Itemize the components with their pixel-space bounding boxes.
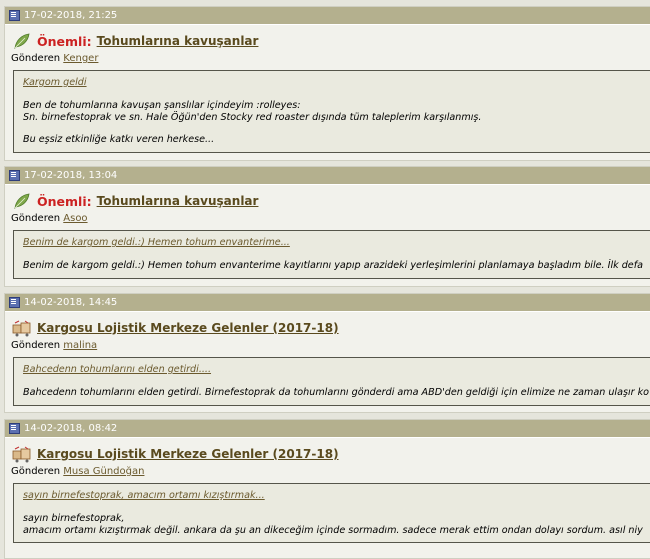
author-link[interactable]: Asoo — [63, 213, 88, 224]
author-link[interactable]: Musa Gündoğan — [63, 466, 145, 477]
post — [4, 293, 650, 413]
post-icon — [9, 423, 20, 434]
post-header — [5, 167, 650, 185]
post-header — [5, 7, 650, 25]
important-prefix: Önemli: — [37, 33, 92, 49]
author-row — [11, 340, 650, 351]
author-prefix: Gönderen — [11, 213, 64, 224]
excerpt-line: Ben de tohumlarına kavuşan şanslılar içindeyim :rolleyes: — [23, 100, 301, 111]
post-date: 17-02-2018, 13:04 — [24, 170, 118, 181]
post-date: 14-02-2018, 14:45 — [24, 297, 118, 308]
author-prefix: Gönderen — [11, 53, 64, 64]
author-link[interactable]: malina — [63, 340, 98, 351]
post-date: 14-02-2018, 08:42 — [24, 423, 118, 434]
excerpt-line: Bu eşsiz etkinliğe katkı veren herkese... — [23, 134, 215, 145]
excerpt-line: amacım ortamı kızıştırmak değil. ankara da şu an dikeceğim içinde sormadım. sadece merak ettim ondan dolayı sordum. asıl niy — [23, 524, 643, 536]
post-title-link[interactable]: sayın birnefestoprak, amacım ortamı kızıştırmak... — [23, 490, 265, 501]
post-excerpt — [13, 483, 650, 543]
excerpt-line: Benim de kargom geldi.:) Hemen tohum envanterime kayıtlarını yapıp arazideki yerleşimlerini planlamaya başladım bile. İlk defa — [23, 260, 643, 271]
post-icon — [9, 297, 20, 308]
leaf-icon — [11, 192, 33, 210]
excerpt-line: Sn. birnefestoprak ve sn. Hale Öğün'den Stocky red roaster dışında tüm taleplerim karşılanmış. — [23, 111, 482, 123]
post-title-link[interactable]: Benim de kargom geldi.:) Hemen tohum envanterime... — [23, 237, 290, 248]
post-title-link[interactable]: Kargom geldi — [23, 77, 87, 88]
author-prefix: Gönderen — [11, 466, 64, 477]
post-icon — [9, 10, 20, 21]
author-link[interactable]: Kenger — [63, 53, 99, 64]
post-excerpt — [13, 357, 650, 406]
post-excerpt — [13, 230, 650, 279]
post — [4, 6, 650, 161]
thread-title-link[interactable]: Kargosu Lojistik Merkeze Gelenler (2017-18) — [37, 447, 339, 461]
important-prefix: Önemli: — [37, 193, 92, 209]
thread-title-link[interactable]: Tohumlarına kavuşanlar — [96, 34, 259, 48]
leaf-icon — [11, 32, 33, 50]
post-icon — [9, 170, 20, 181]
package-icon — [11, 445, 33, 463]
author-prefix: Gönderen — [11, 340, 64, 351]
post — [4, 419, 650, 559]
post-header — [5, 420, 650, 438]
author-row — [11, 466, 650, 477]
post — [4, 166, 650, 287]
post-header — [5, 294, 650, 312]
excerpt-line: sayın birnefestoprak, — [23, 513, 125, 524]
thread-title-link[interactable]: Tohumlarına kavuşanlar — [96, 194, 259, 208]
author-row — [11, 213, 650, 224]
author-row — [11, 53, 650, 64]
excerpt-line: Bahcedenn tohumlarını elden getirdi. Birnefestoprak da tohumlarını gönderdi ama ABD'den geldiği için elimize ne zaman ulaşır ko — [23, 387, 650, 398]
post-excerpt — [13, 70, 650, 153]
package-icon — [11, 319, 33, 337]
thread-title-link[interactable]: Kargosu Lojistik Merkeze Gelenler (2017-18) — [37, 321, 339, 335]
post-date: 17-02-2018, 21:25 — [24, 10, 118, 21]
post-title-link[interactable]: Bahcedenn tohumlarını elden getirdi.... — [23, 364, 212, 375]
